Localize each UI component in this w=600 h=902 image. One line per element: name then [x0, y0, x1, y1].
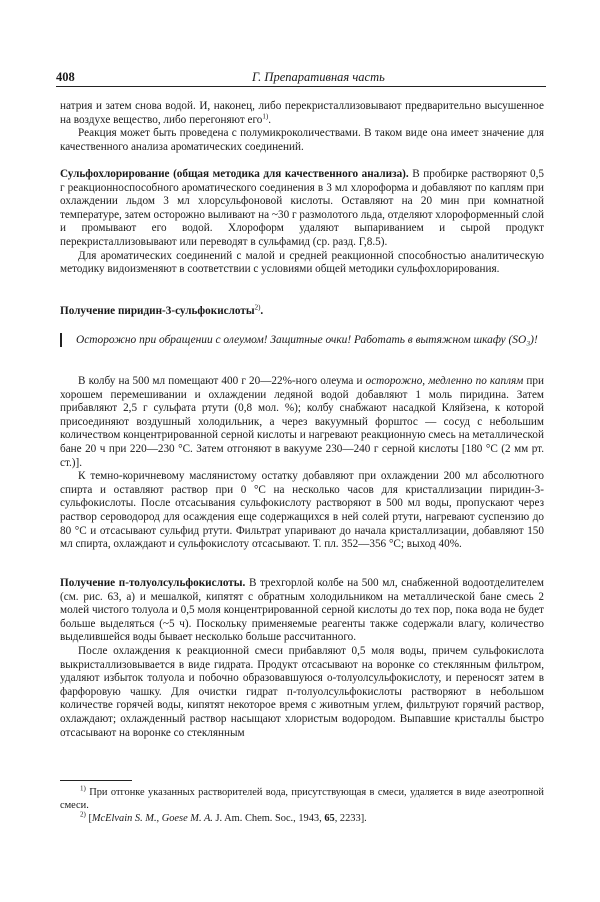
footnote-1-mark: 1): [80, 784, 86, 793]
toluene-paragraph-2: После охлаждения к реакционной смеси прибавляют 0,5 моля воды, причем сульфокислота выкристаллизовывается в виде гидрата. Продукт отсасывают на воронке со стеклянным фильтром, удаляют избыток толуола и побочно образовавшуюся о-толуолсульфокислоту, и переносят затем в фарфоровую чашку. Для очистки гидрат п-толуолсульфокислоты растворяют в небольшом количестве горячей воды, кипятят некоторое время с животным углем, фильтруют горячий раствор, охлаждают; охлажденный раствор насыщают хлористым водородом. Выпавшие кристаллы быстро отсасывают на воронке со стеклянным: [60, 644, 544, 739]
running-title: Г. Препаративная часть: [252, 70, 385, 84]
intro-paragraph-2: Реакция может быть проведена с полумикроколичествами. В таком виде она имеет значение для качественного анализа ароматических соединений.: [60, 127, 544, 153]
sulfochlorination-paragraph-2: Для ароматических соединений с малой и средней реакционной способностью аналитическую методику видоизменяют в соответствии с условиями общей методики сульфохлорирования.: [60, 249, 544, 276]
footnote-2-pages: , 2233].: [334, 813, 367, 824]
pyridine-paragraph-2: К темно-коричневому маслянистому остатку добавляют при охлаждении 200 мл абсолютного спирта и оставляют раствор при 0 °С на несколько часов для кристаллизации пиридин-3-сульфокислоты. После отсасывания сульфокислоту растворяют в 500 мл воды, пропускают через раствор сероводород для осаждения еще содержащихся в ней солей ртути, нагревают суспензию до 80 °С и отсасывают сульфид ртути. Фильтрат упаривают до начала кристаллизации, добавляют 150 мл спирта, охлаждают и сульфокислоту отсасывают. Т. пл. 352—356 °С; выход 40%.: [60, 470, 544, 551]
intro-section: [60, 100, 544, 154]
sulfochlorination-text: В пробирке растворяют 0,5 г реакционноспособного ароматического соединения в 3 мл хлороформа и добавляют по каплям при охлаждении льдом 3 мл хлорсульфоновой кислоты. Оставляют на 20 мин при комнатной температуре, затем осторожно выливают на ~30 г размолотого льда, отделяют хлороформенный слой и промывают его водой. Хлороформ удаляют выпариванием и сырой продукт перекристаллизовывают или переводят в сульфамид (ср. разд. Г,8.5).: [60, 168, 544, 248]
sulfochlorination-paragraph-1: [60, 168, 544, 250]
page-header: [56, 70, 546, 87]
pyridine-text-1b: при хорошем перемешивании и охлаждении ледяной водой добавляют 1 моль пиридина. Затем прибавляют 2,5 г сульфата ртути (0,8 мол. %); колбу снабжают насадкой Кляйзена, к которой присоединяют воздушный холодильник, а через вакуумный форштос — сосуд с небольшим количеством концентрированной серной кислоты и нагревают реакционную смесь на металлической бане 20 ч при 220—230 °С. Затем отгоняют в вакууме 230—240 г серной кислоты [180 °С (2 мм рт. ст.)].: [60, 375, 544, 469]
toluene-section: [60, 577, 544, 740]
pyridine-title-end: .: [260, 305, 264, 317]
footnote-2: [60, 812, 544, 825]
pyridine-section: [60, 375, 544, 552]
footnote-2-authors: McElvain S. M., Goese M. A.: [91, 813, 213, 824]
sulfochlorination-section: [60, 168, 544, 277]
pyridine-emphasis: осторожно, медленно по каплям: [365, 375, 524, 387]
footnote-2-journal: J. Am. Chem. Soc., 1943,: [212, 813, 325, 824]
pyridine-heading-block: [60, 305, 544, 319]
pyridine-paragraph-1: [60, 375, 544, 470]
footnote-2-mark: 2): [80, 810, 86, 819]
footnote-2-open: [: [85, 813, 92, 824]
footnote-2-volume: 65: [324, 813, 335, 824]
pyridine-heading: [60, 305, 544, 319]
intro-text-1-end: .: [268, 113, 272, 126]
footnote-ref-1: 1): [262, 111, 269, 120]
page-number: 408: [56, 70, 75, 84]
sulfochlorination-title: Сульфохлорирование (общая методика для качественного анализа).: [60, 168, 409, 180]
footnote-ref-2: 2): [254, 303, 261, 312]
safety-warning: Осторожно при обращении с олеумом! Защитные очки! Работать в вытяжном шкафу (SO₃)!: [60, 333, 560, 347]
footnote-rule: [60, 780, 132, 781]
intro-paragraph-1: [60, 100, 544, 127]
toluene-text-1: В трехгорлой колбе на 500 мл, снабженной водоотделителем (см. рис. 63, а) и мешалкой, кипятят с обратным холодильником на металлической бане смесь 2 молей чистого толуола и 0,5 моля концентрированной серной кислоты до тех пор, пока вода не будет больше выделяться (~5 ч). Поскольку применяемые реагенты также содержали влагу, количество выделившейся воды бывает несколько больше рассчитанного.: [60, 577, 544, 644]
footnote-1-text: При отгонке указанных растворителей вода, присутствующая в смеси, удаляется в виде азеотропной смеси.: [60, 787, 544, 811]
footnotes: [60, 786, 544, 825]
toluene-paragraph-1: [60, 577, 544, 645]
pyridine-title: Получение пиридин-3-сульфокислоты: [60, 305, 255, 317]
pyridine-text-1a: В колбу на 500 мл помещают 400 г 20—22%-ного олеума и: [78, 375, 366, 387]
intro-text-1: натрия и затем снова водой. И, наконец, либо перекристаллизовывают предварительно высушенное на воздухе вещество, либо перегоняют его: [60, 100, 544, 126]
footnote-1: [60, 786, 544, 812]
toluene-title: Получение п-толуолсульфокислоты.: [60, 577, 246, 589]
